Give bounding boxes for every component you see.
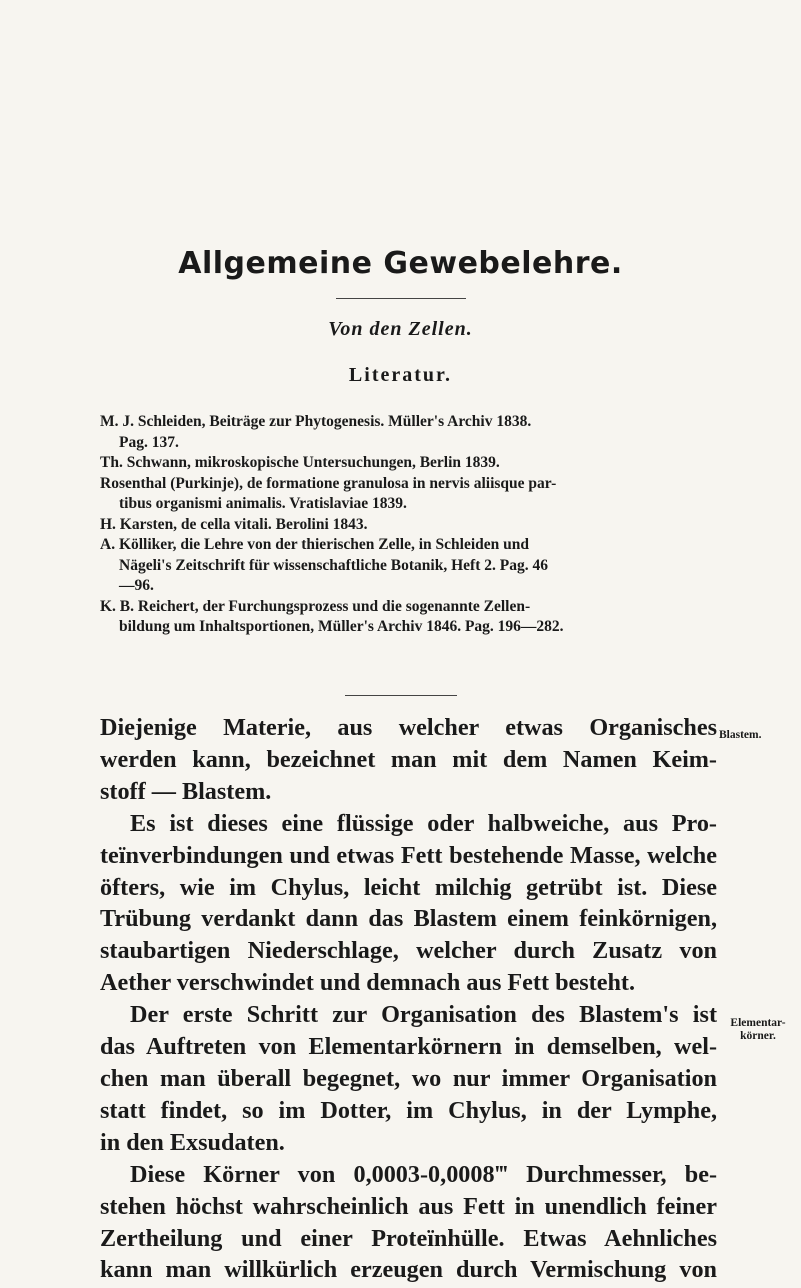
paragraph-blastem <box>100 712 717 808</box>
reference-line: bildung um Inhaltsportionen, Müller's Archiv 1846. Pag. 196—282. <box>119 618 564 635</box>
reference-line: H. Karsten, de cella vitali. Berolini 1843. <box>100 515 368 533</box>
reference-entry <box>100 515 712 536</box>
reference-entry <box>100 412 712 453</box>
reference-entry <box>100 453 712 474</box>
reference-line: Nägeli's Zeitschrift für wissenschaftliche Botanik, Heft 2. Pag. 46 <box>119 556 548 574</box>
title-rule <box>336 298 466 299</box>
reference-list <box>100 412 712 638</box>
margin-note-blastem <box>719 729 761 742</box>
chapter-title: Allgemeine Gewebelehre. <box>178 246 623 281</box>
margin-note-text: Elementar- <box>730 1017 786 1029</box>
reference-line: K. B. Reichert, der Furchungsprozess und die sogenannte Zellen- <box>100 597 531 615</box>
text-line: Aether verschwindet und demnach aus Fett besteht. <box>100 969 636 997</box>
reference-line: A. Kölliker, die Lehre von der thierischen Zelle, in Schleiden und <box>100 536 530 553</box>
reference-line: Rosenthal (Purkinje), de formatione granulosa in nervis aliisque par- <box>100 474 557 492</box>
section-subtitle: Von den Zellen. <box>328 318 473 340</box>
text-line: in den Exsudaten. <box>100 1128 285 1156</box>
margin-note-text: körner. <box>740 1030 776 1042</box>
reference-entry <box>100 535 712 597</box>
text-line: teïnverbindungen und etwas Fett bestehende Masse, welche <box>100 841 717 869</box>
text-line: Diejenige Materie, aus welcher etwas Organisches <box>100 714 717 741</box>
reference-line: Th. Schwann, mikroskopische Untersuchungen, Berlin 1839. <box>100 454 500 471</box>
text-line: das Auftreten von Elementarkörnern in demselben, wel- <box>100 1033 717 1061</box>
paragraph-composition <box>100 808 717 999</box>
text-line: staubartigen Niederschlage, welcher durch Zusatz von <box>100 937 717 965</box>
reference-line: Pag. 137. <box>119 433 179 451</box>
text-line: Der erste Schritt zur Organisation des Blastem's ist <box>130 1001 717 1029</box>
paragraph-organisation <box>100 999 717 1159</box>
body-text <box>100 712 717 1286</box>
text-line: Es ist dieses eine flüssige oder halbweiche, aus Pro- <box>130 809 717 837</box>
reference-entry <box>100 474 712 515</box>
text-line: stehen höchst wahrscheinlich aus Fett in unendlich feiner <box>100 1192 717 1220</box>
text-line: stoff — Blastem. <box>100 777 272 805</box>
reference-line: M. J. Schleiden, Beiträge zur Phytogenesis. Müller's Archiv 1838. <box>100 413 532 430</box>
reference-line: tibus organismi animalis. Vratislaviae 1839. <box>119 495 407 512</box>
margin-note-elementarkoerner <box>718 1017 798 1043</box>
reference-line: —96. <box>119 577 154 594</box>
references-rule <box>345 695 457 696</box>
literature-heading: Literatur. <box>348 364 453 386</box>
text-line: Diese Körner von 0,0003-0,0008‴ Durchmesser, be- <box>130 1160 717 1188</box>
paragraph-koerner <box>100 1159 717 1287</box>
text-line: werden kann, bezeichnet man mit dem Namen Keim- <box>100 745 717 773</box>
text-line: öfters, wie im Chylus, leicht milchig getrübt ist. Diese <box>100 873 717 901</box>
text-line: kann man willkürlich erzeugen durch Vermischung von <box>100 1256 717 1284</box>
text-line: statt findet, so im Dotter, im Chylus, in der Lymphe, <box>100 1096 717 1124</box>
text-line: Zertheilung und einer Proteïnhülle. Etwas Aehnliches <box>100 1224 717 1252</box>
text-line: Trübung verdankt dann das Blastem einem feinkörnigen, <box>100 905 717 933</box>
reference-entry <box>100 597 712 638</box>
margin-note-text: Blastem. <box>719 729 762 741</box>
text-line: chen man überall begegnet, wo nur immer Organisation <box>100 1064 717 1092</box>
